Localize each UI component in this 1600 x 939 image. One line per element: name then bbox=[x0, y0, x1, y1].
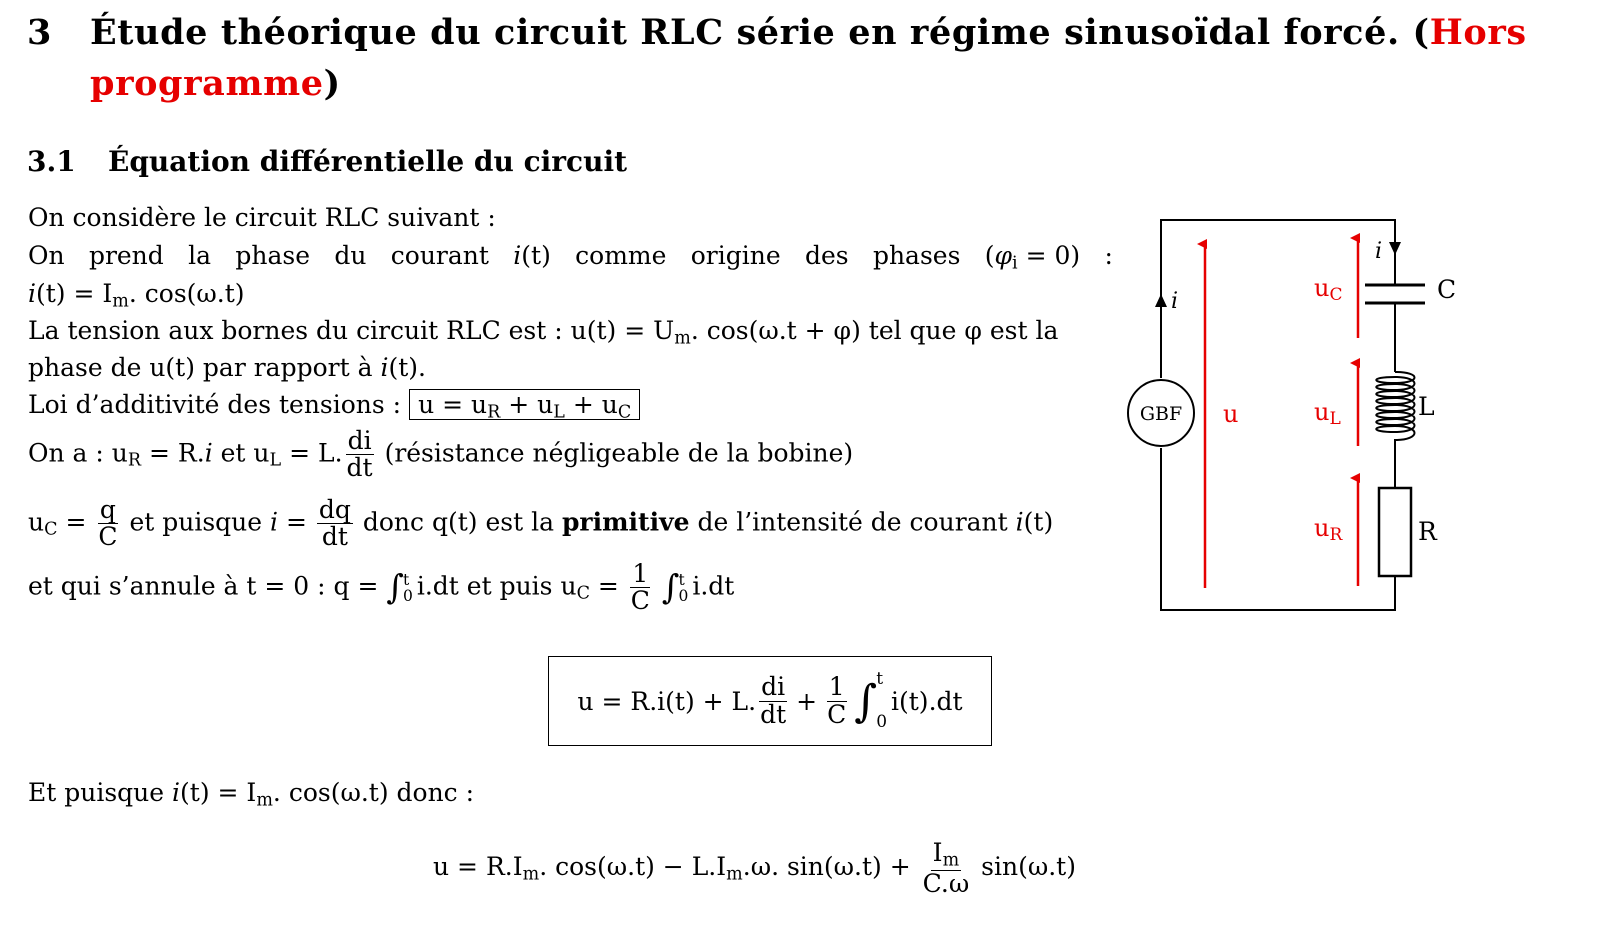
line2-prend: prend bbox=[88, 241, 164, 270]
current-label-left: i bbox=[1171, 289, 1179, 314]
line2-la: la bbox=[188, 241, 212, 270]
paragraph-line-10: Et puisque $i(t) = I_m$. cos(ω.t) donc : bbox=[28, 778, 475, 811]
circuit-wires bbox=[1161, 220, 1395, 610]
voltage-label-ul: uL bbox=[1314, 398, 1341, 429]
gbf-label: GBF bbox=[1139, 403, 1183, 425]
inductor-label: L bbox=[1418, 392, 1435, 421]
line2-comme: comme bbox=[575, 241, 667, 270]
paragraph-line-3: $i(t) = I_m$. cos(ω.t) bbox=[28, 279, 245, 312]
q-over-c-fraction: $\frac{q}{C}$ bbox=[98, 495, 118, 552]
line2-courant: courant bbox=[390, 241, 489, 270]
section-title-line1 bbox=[90, 12, 1527, 53]
resistor-label: R bbox=[1418, 517, 1437, 546]
section-number: 3 bbox=[27, 12, 52, 53]
paragraph-line-9: et qui s’annule à t = 0 : q = ∫ t 0 i.dt et puis $u_C$ = $\frac{1}{C}$ ∫ t 0 i.dt bbox=[28, 559, 735, 616]
line2-colon: : bbox=[1104, 241, 1113, 270]
voltage-label-ur: uR bbox=[1314, 514, 1343, 545]
inductor-coil-icon bbox=[1376, 372, 1414, 448]
capacitor-symbol bbox=[1365, 285, 1425, 303]
subsection-title: Équation différentielle du circuit bbox=[108, 145, 628, 178]
paragraph-line-5: phase de u(t) par rapport à i(t). bbox=[28, 353, 426, 382]
voltage-label-uc: uC bbox=[1314, 274, 1343, 305]
subsection-number: 3.1 bbox=[27, 145, 76, 178]
line2-des: des bbox=[804, 241, 849, 270]
current-label-top: i bbox=[1375, 239, 1383, 264]
line2-on: On bbox=[28, 241, 65, 270]
paragraph-line-4: La tension aux bornes du circuit RLC est : $u(t) = U_m$. cos(ω.t + φ) tel que φ est la bbox=[28, 316, 1059, 349]
boxed-di-dt: $\frac{di}{dt}$ bbox=[760, 672, 787, 729]
di-dt-fraction: $\frac{di}{dt}$ bbox=[346, 426, 373, 483]
dq-dt-fraction: $\frac{dq}{dt}$ bbox=[318, 495, 351, 552]
section-title-line2 bbox=[90, 63, 341, 104]
current-arrow-top bbox=[1389, 242, 1401, 255]
hors-label: Hors bbox=[1429, 12, 1527, 53]
rlc-circuit-diagram bbox=[1120, 210, 1490, 630]
line2-phi: $(\varphi_i = 0)$ bbox=[984, 241, 1081, 274]
voltage-label-u: u bbox=[1223, 400, 1239, 428]
capacitor-label: C bbox=[1437, 275, 1457, 304]
resistor-symbol bbox=[1379, 488, 1411, 576]
current-arrow-left bbox=[1155, 294, 1167, 307]
line2-it: i(t) bbox=[513, 241, 551, 270]
differential-equation-box: u = R.i(t) + L. $\frac{di}{dt}$ + $\frac{1}{C}$ ∫ t 0 i(t).dt bbox=[548, 656, 992, 746]
one-over-c-fraction: $\frac{1}{C}$ bbox=[630, 559, 650, 616]
line2-phases: phases bbox=[872, 241, 961, 270]
paragraph-line-1: On considère le circuit RLC suivant : bbox=[28, 203, 496, 232]
section-title-text: Étude théorique du circuit RLC série en régime sinusoïdal forcé. ( bbox=[90, 12, 1430, 53]
paragraph-line-8: $u_C$ = $\frac{q}{C}$ et puisque i = $\frac{dq}{dt}$ donc q(t) est la primitive de l’intensité de courant i(t) bbox=[28, 495, 1054, 552]
final-equation: $u = R.I_m$. $\cos(\omega.t) - L.I_m.\omega$. sin(ω.t) + $\frac{I_m}{C.\omega}$ sin(ω.t) bbox=[433, 838, 1076, 898]
paragraph-line-2 bbox=[28, 241, 1113, 273]
im-over-cw-fraction: $\frac{I_m}{C.\omega}$ bbox=[922, 838, 970, 898]
paragraph-line-6: Loi d’additivité des tensions : $u = u_R + u_L + u_C$ bbox=[28, 390, 640, 422]
line2-du: du bbox=[334, 241, 367, 270]
closing-paren: ) bbox=[323, 63, 341, 104]
line2-origine: origine bbox=[690, 241, 781, 270]
boxed-one-over-c: $\frac{1}{C}$ bbox=[827, 672, 847, 729]
line2-phase: phase bbox=[235, 241, 310, 270]
paragraph-line-7: On a : $u_R = R.i$ et $u_L = L$. $\frac{di}{dt}$ (résistance négligeable de la bobine) bbox=[28, 426, 854, 483]
programme-label: programme bbox=[90, 63, 324, 104]
additivity-law-box: $u = u_R + u_L + u_C$ bbox=[409, 389, 640, 420]
